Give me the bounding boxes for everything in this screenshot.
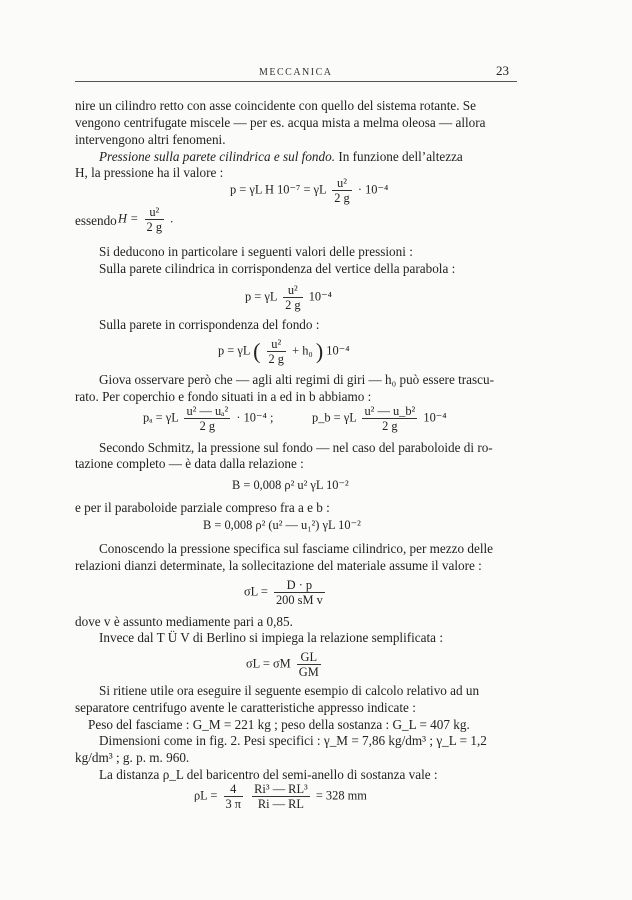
fraction-numerator: u² [283,283,303,298]
section-heading: Pressione sulla parete cilindrica e sul fondo. [99,149,336,164]
fraction [252,782,310,811]
equation-barycenter [194,782,367,811]
eq-part: H = [118,211,139,226]
text-line: H, la pressione ha il valore : [75,165,224,180]
equation-simplified-stress [246,650,324,679]
eq-part: · 10⁻⁴ ; [236,410,274,425]
text-line: Conoscendo la pressione specifica sul fasciame cilindrico, per mezzo delle [99,541,494,556]
eq-dot: . [170,211,174,226]
text-line: Sulla parete in corrispondenza del fondo : [99,317,320,332]
eq-part: p = γL H 10⁻⁷ = γL [230,182,327,197]
fraction-denominator: 3 π [225,797,242,811]
eq-part: = 328 mm [315,788,367,803]
fraction-denominator: 200 sM v [275,593,323,607]
text-line: intervengono altri fenomeni. [75,132,226,147]
text-line: Secondo Schmitz, la pressione sul fondo — nel caso del paraboloide di ro- [99,440,493,455]
equation-schmitz-full: B = 0,008 ρ² u² γL 10⁻² [232,478,349,492]
text-line: Giova osservare però che — agli alti regimi di giri — h₀ può essere trascu- [99,372,494,387]
header-rule [75,81,517,82]
fraction-denominator: 2 g [334,191,350,205]
left-paren: ( [253,338,261,364]
fraction-numerator: GL [297,650,321,665]
equation-pressure-a [143,404,273,433]
fraction-denominator: 2 g [199,419,216,433]
fraction-numerator: Ri³ — RL³ [254,782,308,796]
text-line: nire un cilindro retto con asse coincidente con quello del sistema rotante. Se [75,98,476,113]
fraction [332,176,352,205]
fraction [283,283,303,312]
fraction-denominator: 2 g [382,419,398,433]
text-line: Peso del fasciame : G_M = 221 kg ; peso della sostanza : G_L = 407 kg. [88,717,470,732]
fraction-numerator: 4 [224,782,244,797]
fraction [145,205,165,234]
text-line: Si ritiene utile ora eseguire il seguente esempio di calcolo relativo ad un [99,683,480,698]
eq-part: 10⁻⁴ [326,343,350,358]
fraction [184,404,230,433]
text-line: dove v è assunto mediamente pari a 0,85. [75,614,293,629]
text-line: essendo [75,213,117,228]
eq-part: p_b = γL [312,410,357,425]
equation-bottom-pressure [218,337,350,366]
fraction-numerator: u² — uₐ² [186,404,229,418]
fraction-numerator: u² [145,205,165,220]
eq-part: + h₀ [292,343,313,358]
fraction-denominator: 2 g [285,298,301,312]
text-line [99,149,463,165]
text-line: e per il paraboloide parziale compreso fra a e b : [75,500,330,515]
text-line: relazioni dianzi determinate, la sollecitazione del materiale assume il valore : [75,558,482,573]
eq-part: pₐ = γL [143,410,179,425]
fraction [224,782,244,811]
text-line: Invece dal T Ü V di Berlino si impiega la relazione semplificata : [99,630,443,645]
fraction [267,337,287,366]
fraction-numerator: u² [332,176,352,191]
text-line: vengono centrifugate miscele — per es. acqua mista a melma oleosa — allora [75,115,486,130]
equation-schmitz-partial: B = 0,008 ρ² (u² — u₁²) γL 10⁻² [203,518,361,532]
text-fragment: In funzione dell’altezza [335,149,463,164]
text-line: separatore centrifugo avente le caratteristiche appresso indicate : [75,700,416,715]
text-line: rato. Per coperchio e fondo situati in a ed in b abbiamo : [75,389,372,404]
equation-pressure [230,176,388,205]
page-number: 23 [496,63,509,78]
eq-part: p = γL [218,343,250,358]
fraction-denominator: 2 g [268,352,285,366]
fraction-numerator: u² — u_b² [364,404,416,418]
fraction-denominator: Ri — RL [257,797,305,811]
equation-pressure-b [312,404,447,433]
fraction [297,650,321,679]
fraction-denominator: GM [298,665,319,679]
text-line: tazione completo — è data dalla relazione : [75,456,304,471]
eq-part: 10⁻⁴ [308,289,332,304]
text-line: Dimensioni come in fig. 2. Pesi specifici : γ_M = 7,86 kg/dm³ ; γ_L = 1,2 [99,733,487,748]
fraction [274,578,325,607]
eq-part: ρL = [194,788,218,803]
fraction-numerator: D · p [274,578,325,593]
fraction-numerator: u² [267,337,287,352]
text-line: Sulla parete cilindrica in corrispondenza del vertice della parabola : [99,261,456,276]
eq-part: 10⁻⁴ [423,410,447,425]
eq-part: · 10⁻⁴ [357,182,389,197]
fraction [362,404,417,433]
fraction-denominator: 2 g [146,220,163,234]
text-line: La distanza ρ_L del baricentro del semi-anello di sostanza vale : [99,767,438,782]
right-paren: ) [315,338,324,364]
running-header: MECCANICA [259,67,333,78]
equation-vertex-pressure [245,283,332,312]
text-line: kg/dm³ ; g. p. m. 960. [75,750,190,765]
text-line: Si deducono in particolare i seguenti valori delle pressioni : [99,244,413,259]
eq-part: p = γL [245,289,277,304]
eq-part: σL = [244,584,268,599]
equation-height [118,205,173,234]
eq-part: σL = σM [246,656,291,671]
equation-stress [244,578,328,607]
